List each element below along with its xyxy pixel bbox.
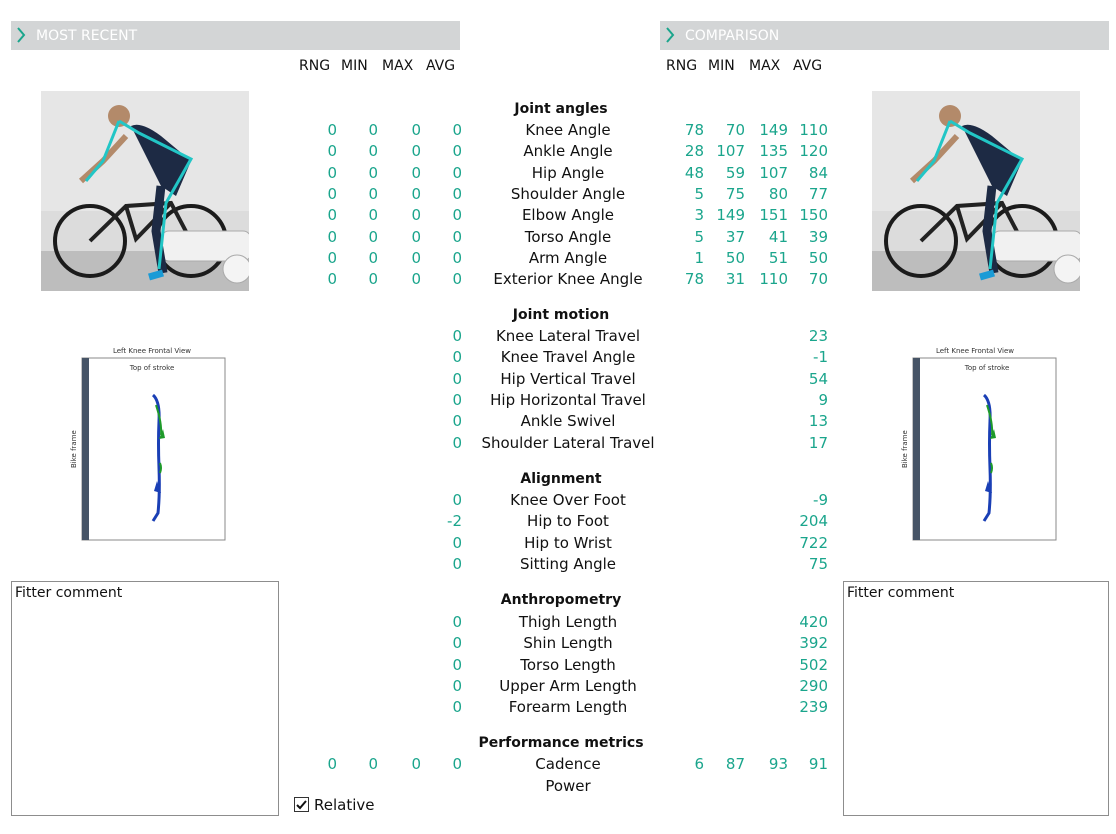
value-comparison: 149	[716, 206, 745, 225]
knee-frontal-plot-svg	[66, 343, 238, 543]
knee-frontal-plot-svg	[897, 343, 1069, 543]
metric-label: Shin Length	[523, 634, 613, 653]
value-most-recent: 0	[452, 270, 462, 289]
value-comparison: 50	[725, 248, 745, 267]
value-most-recent: 0	[452, 227, 462, 246]
value-most-recent: 0	[452, 554, 462, 573]
value-most-recent: 0	[411, 163, 421, 182]
value-most-recent: 0	[452, 676, 462, 695]
value-most-recent: 0	[452, 613, 462, 631]
rider-photo-image	[41, 91, 249, 291]
value-most-recent: 0	[452, 206, 462, 225]
value-most-recent: 0	[452, 248, 462, 267]
fitter-comment-label: Fitter comment	[847, 585, 955, 601]
metric-label: Arm Angle	[528, 248, 608, 267]
col-header-rng: RNG	[299, 58, 331, 74]
value-comparison: 91	[808, 755, 828, 773]
value-comparison: 93	[768, 755, 788, 773]
value-comparison: 9	[818, 390, 828, 409]
value-comparison: 392	[799, 634, 828, 653]
value-most-recent: 0	[327, 206, 337, 225]
rider-photo-image	[872, 91, 1080, 291]
value-most-recent: 0	[368, 206, 378, 225]
value-comparison: -9	[813, 491, 828, 509]
metric-label: Shoulder Angle	[510, 184, 626, 203]
value-most-recent: 0	[452, 390, 462, 409]
value-most-recent: 0	[368, 184, 378, 203]
value-comparison: 420	[799, 613, 828, 631]
value-most-recent: 0	[452, 327, 462, 345]
value-comparison: 54	[808, 369, 828, 388]
col-header-rng: RNG	[666, 58, 698, 74]
value-most-recent: 0	[368, 227, 378, 246]
value-most-recent: 0	[368, 270, 378, 289]
knee-frontal-plot-comparison[interactable]	[897, 343, 1069, 543]
value-comparison: 75	[808, 554, 828, 573]
value-most-recent: 0	[327, 121, 337, 139]
value-most-recent: 0	[327, 248, 337, 267]
relative-label: Relative	[314, 796, 375, 814]
value-most-recent: 0	[327, 270, 337, 289]
value-comparison: 41	[768, 227, 788, 246]
value-most-recent: 0	[327, 142, 337, 161]
value-most-recent: 0	[452, 184, 462, 203]
metric-label: Ankle Swivel	[520, 412, 616, 431]
value-most-recent: 0	[327, 227, 337, 246]
plot-ylabel: Bike frame	[901, 430, 909, 468]
metric-label: Knee Over Foot	[510, 491, 626, 509]
value-comparison: 37	[725, 227, 745, 246]
value-comparison: 239	[799, 698, 828, 717]
metric-label: Hip Vertical Travel	[500, 369, 636, 388]
plot-subtitle: Top of stroke	[964, 364, 1010, 372]
value-comparison: 1	[694, 248, 704, 267]
value-comparison: 502	[799, 655, 828, 674]
value-comparison: 6	[694, 755, 704, 773]
value-most-recent: -2	[447, 512, 462, 531]
value-most-recent: 0	[368, 248, 378, 267]
metric-label: Cadence	[535, 755, 601, 773]
metric-label: Power	[545, 776, 591, 795]
value-comparison: 204	[799, 512, 828, 531]
value-comparison: 17	[808, 433, 828, 452]
section-anthropometry: Anthropometry	[500, 592, 622, 608]
checkbox-checked-icon[interactable]	[294, 797, 309, 812]
value-most-recent: 0	[452, 433, 462, 452]
value-most-recent: 0	[368, 121, 378, 139]
most-recent-header[interactable]	[11, 21, 460, 50]
value-comparison: 110	[759, 270, 788, 289]
metric-label: Knee Angle	[525, 121, 611, 139]
value-most-recent: 0	[452, 142, 462, 161]
value-most-recent: 0	[452, 655, 462, 674]
metric-label: Hip Horizontal Travel	[490, 390, 646, 409]
value-most-recent: 0	[368, 163, 378, 182]
plot-subtitle: Top of stroke	[129, 364, 175, 372]
value-most-recent: 0	[411, 227, 421, 246]
value-comparison: 5	[694, 184, 704, 203]
metric-label: Hip Angle	[531, 163, 605, 182]
metric-label: Hip to Wrist	[524, 533, 612, 552]
value-comparison: 75	[725, 184, 745, 203]
plot-title: Left Knee Frontal View	[112, 347, 192, 355]
value-most-recent: 0	[411, 142, 421, 161]
col-header-max: MAX	[382, 58, 414, 74]
value-comparison: 722	[799, 533, 828, 552]
section-alignment: Alignment	[520, 471, 602, 487]
value-most-recent: 0	[452, 533, 462, 552]
value-most-recent: 0	[452, 755, 462, 773]
value-comparison: 80	[768, 184, 788, 203]
comparison-header[interactable]	[660, 21, 1109, 50]
right-column-headers	[0, 58, 860, 78]
value-most-recent: 0	[327, 163, 337, 182]
value-comparison: 149	[759, 121, 788, 139]
metric-label: Knee Travel Angle	[500, 348, 636, 367]
value-comparison: 31	[725, 270, 745, 289]
col-header-min: MIN	[341, 58, 368, 74]
col-header-avg: AVG	[426, 58, 456, 74]
chevron-right-icon	[663, 25, 677, 45]
metric-label: Sitting Angle	[519, 554, 617, 573]
metric-label: Torso Angle	[524, 227, 612, 246]
col-header-min: MIN	[708, 58, 735, 74]
value-comparison: 107	[716, 142, 745, 161]
value-comparison: 50	[808, 248, 828, 267]
value-most-recent: 0	[452, 348, 462, 367]
plot-title: Left Knee Frontal View	[935, 347, 1015, 355]
value-most-recent: 0	[411, 248, 421, 267]
value-comparison: 23	[808, 327, 828, 345]
value-comparison: 13	[808, 412, 828, 431]
metric-label: Forearm Length	[508, 698, 628, 717]
value-most-recent: 0	[411, 121, 421, 139]
value-comparison: 70	[808, 270, 828, 289]
value-most-recent: 0	[411, 755, 421, 773]
metric-label: Torso Length	[520, 655, 616, 674]
value-comparison: 84	[808, 163, 828, 182]
metric-label: Shoulder Lateral Travel	[481, 433, 655, 452]
knee-frontal-plot-most-recent[interactable]	[66, 343, 238, 543]
metric-label: Exterior Knee Angle	[493, 270, 643, 289]
rider-photo-most-recent[interactable]	[41, 91, 249, 291]
metric-label: Knee Lateral Travel	[495, 327, 641, 345]
rider-photo-comparison[interactable]	[872, 91, 1080, 291]
plot-ylabel: Bike frame	[70, 430, 78, 468]
section-joint-motion: Joint motion	[512, 307, 610, 323]
value-comparison: 77	[808, 184, 828, 203]
metric-label: Upper Arm Length	[499, 676, 637, 695]
value-most-recent: 0	[411, 206, 421, 225]
value-most-recent: 0	[452, 121, 462, 139]
most-recent-title: MOST RECENT	[36, 28, 138, 44]
section-joint-angles: Joint angles	[514, 101, 608, 117]
section-performance: Performance metrics	[478, 735, 644, 751]
value-most-recent: 0	[411, 184, 421, 203]
value-comparison: 59	[725, 163, 745, 182]
metric-label: Hip to Foot	[527, 512, 609, 531]
value-most-recent: 0	[452, 698, 462, 717]
value-most-recent: 0	[452, 163, 462, 182]
value-comparison: 135	[759, 142, 788, 161]
value-most-recent: 0	[368, 142, 378, 161]
value-comparison: 70	[725, 121, 745, 139]
value-comparison: 48	[684, 163, 704, 182]
col-header-avg: AVG	[793, 58, 823, 74]
metric-label: Ankle Angle	[523, 142, 613, 161]
value-comparison: 150	[799, 206, 828, 225]
fitter-comment-most-recent[interactable]	[11, 581, 279, 816]
value-comparison: 39	[808, 227, 828, 246]
value-comparison: 28	[684, 142, 704, 161]
chevron-right-icon	[14, 25, 28, 45]
value-most-recent: 0	[327, 755, 337, 773]
value-comparison: 78	[684, 270, 704, 289]
value-most-recent: 0	[327, 184, 337, 203]
value-most-recent: 0	[411, 270, 421, 289]
value-comparison: 120	[799, 142, 828, 161]
metric-label: Thigh Length	[518, 613, 618, 631]
value-most-recent: 0	[452, 634, 462, 653]
value-most-recent: 0	[452, 412, 462, 431]
value-comparison: 51	[768, 248, 788, 267]
value-comparison: 78	[684, 121, 704, 139]
value-comparison: 290	[799, 676, 828, 695]
col-header-max: MAX	[749, 58, 781, 74]
value-comparison: 107	[759, 163, 788, 182]
metric-label: Elbow Angle	[521, 206, 615, 225]
value-comparison: 87	[725, 755, 745, 773]
value-most-recent: 0	[368, 755, 378, 773]
value-comparison: 3	[694, 206, 704, 225]
value-comparison: 110	[799, 121, 828, 139]
fitter-comment-label: Fitter comment	[15, 585, 123, 601]
value-most-recent: 0	[452, 369, 462, 388]
comparison-title: COMPARISON	[685, 28, 780, 44]
value-comparison: -1	[813, 348, 828, 367]
value-comparison: 5	[694, 227, 704, 246]
fitter-comment-comparison[interactable]	[843, 581, 1109, 816]
value-comparison: 151	[759, 206, 788, 225]
value-most-recent: 0	[452, 491, 462, 509]
